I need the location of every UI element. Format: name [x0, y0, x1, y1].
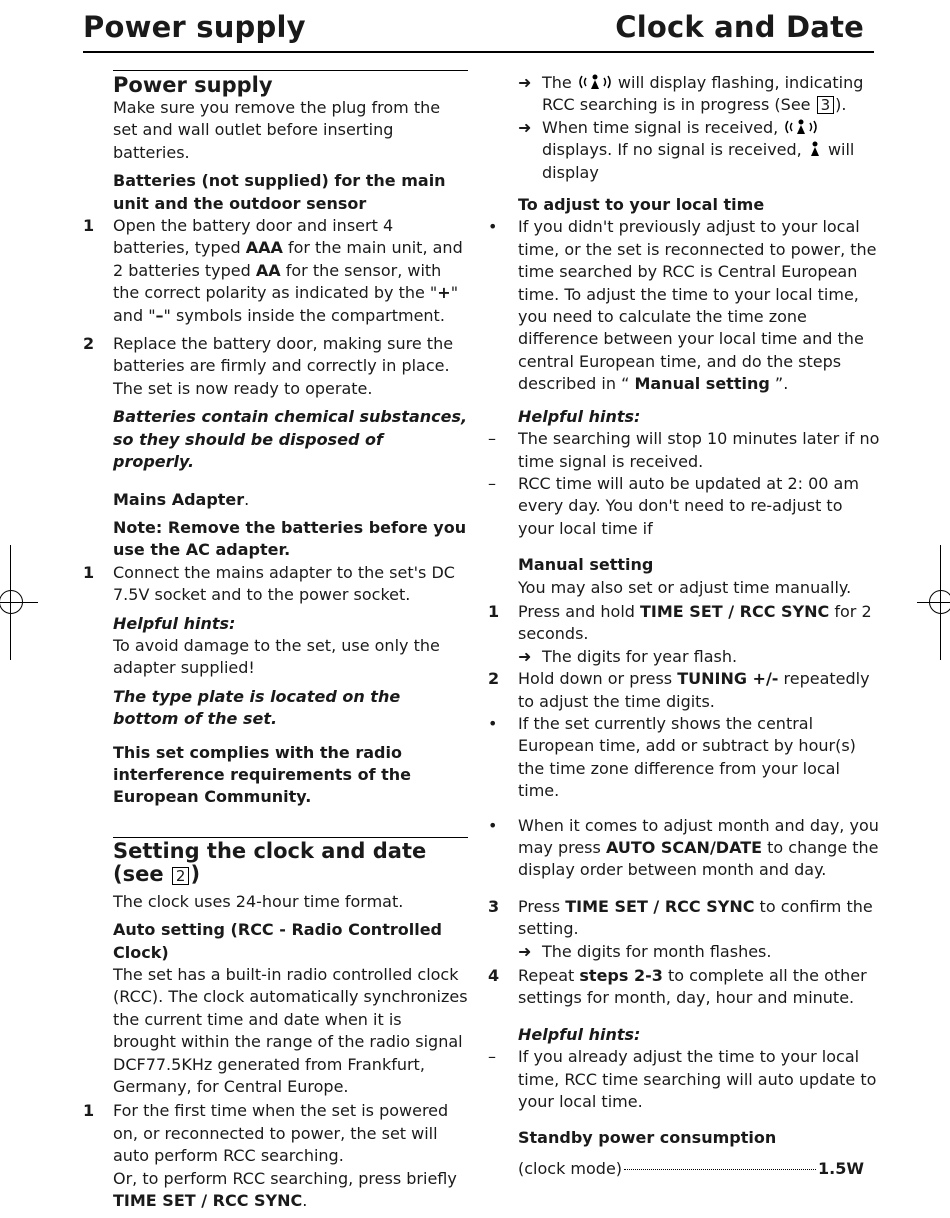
helpful-hints-label: Helpful hints:	[518, 1024, 641, 1044]
adjust-text: ”.	[769, 374, 789, 394]
helpful-hints-text: To avoid damage to the set, use only the adapter supplied!	[113, 635, 440, 678]
step-text: Open the battery door and insert 4 batteries, typed	[113, 216, 394, 258]
batteries-heading: Batteries (not supplied) for the main unit and the outdoor sensor	[113, 171, 446, 213]
battery-step-1	[83, 215, 468, 327]
step-number: 3	[488, 896, 500, 916]
step-number: 1	[488, 601, 500, 621]
crop-mark-right	[915, 545, 950, 660]
step-text: For the first time when the set is powered on, or reconnected to power, the set will auto perform RCC searching.	[113, 1101, 449, 1166]
flash-text: ).	[835, 95, 847, 115]
step-text: .	[302, 1191, 308, 1211]
standby-label: (clock mode)	[518, 1158, 623, 1178]
step-text: Repeat	[518, 966, 580, 986]
crop-mark-left	[0, 545, 40, 660]
figure-reference-box: 3	[817, 96, 835, 114]
right-column	[488, 72, 880, 1180]
battery-type-aaa: AAA	[245, 238, 283, 258]
step-text: " and "	[113, 283, 459, 325]
title-text: )	[190, 861, 201, 886]
flash-text: will display flashing, indicating RCC searching is in progress (See	[542, 73, 864, 115]
button-name-tuning: TUNING +/-	[677, 669, 779, 689]
mains-step-1	[83, 562, 468, 607]
auto-setting-heading: Auto setting (RCC - Radio Controlled Clock)	[113, 920, 442, 962]
compliance-note: This set complies with the radio interference requirements of the European Community.	[113, 742, 411, 807]
hint-item	[488, 428, 880, 473]
received-text: displays. If no signal is received,	[542, 140, 807, 160]
step-text: Connect the mains adapter to the set's DC 7.5V socket and to the power socket.	[113, 562, 455, 605]
step-text: to complete all the other settings for month, day, hour and minute.	[518, 966, 867, 1008]
title-text: (see	[113, 861, 171, 886]
step-text: Press and hold	[518, 601, 640, 621]
helpful-hints-label: Helpful hints:	[518, 406, 641, 426]
manual-step-1	[488, 601, 880, 668]
rcc-signal-icon	[577, 73, 613, 91]
bullet-icon: •	[488, 815, 498, 835]
auto-step-1	[83, 1100, 468, 1212]
manual-step-2	[488, 668, 880, 713]
adjust-heading: To adjust to your local time	[518, 195, 765, 215]
arrow-icon: ➜	[518, 117, 532, 137]
step-text: repeatedly to adjust the time digits.	[518, 669, 870, 711]
left-column	[83, 70, 468, 1212]
flash-arrow-line	[518, 72, 880, 117]
button-name-auto-scan: AUTO SCAN/DATE	[605, 838, 763, 857]
section-title-clock-line-2	[113, 863, 468, 886]
result-text: The digits for year flash.	[542, 646, 738, 666]
dash-icon: –	[488, 1047, 496, 1067]
step-number: 2	[83, 334, 95, 354]
step-text: for the sensor, with the correct polarity as indicated by the "	[113, 260, 442, 303]
note-line-1: Note: Remove the batteries before you	[113, 517, 467, 537]
bullet-item	[488, 815, 880, 882]
manual-step-3	[488, 896, 880, 963]
step-text: Replace the battery door, making sure the batteries are firmly and correctly in place. The set is now ready to operate.	[113, 334, 454, 398]
section-title-clock-line-1: Setting the clock and date	[113, 838, 427, 863]
step-number: 1	[83, 562, 95, 582]
standby-heading: Standby power consumption	[518, 1128, 777, 1148]
bullet-text: to change the display order between month and day.	[518, 838, 879, 880]
note-line-2: use the AC adapter.	[113, 540, 291, 560]
bullet-icon: •	[488, 217, 498, 237]
hint-text: The searching will stop 10 minutes later if no time signal is received.	[518, 429, 880, 471]
steps-reference: steps 2-3	[579, 966, 663, 986]
step-number: 1	[83, 1101, 95, 1121]
step-number: 1	[83, 216, 95, 236]
header-left-title: Power supply	[83, 10, 306, 44]
arrow-icon: ➜	[518, 941, 532, 961]
header-rule	[83, 51, 874, 53]
section-title-power-supply: Power supply	[113, 73, 273, 97]
mains-heading	[113, 489, 468, 511]
manual-step-4	[488, 965, 880, 1010]
hint-item	[488, 473, 880, 540]
type-plate-note: The type plate is located on the bottom of the set.	[113, 686, 401, 729]
dot-leader	[624, 1169, 816, 1170]
manual-setting-intro: You may also set or adjust time manually.	[518, 577, 852, 597]
battery-warning: Batteries contain chemical substances, so they should be disposed of properly.	[113, 407, 468, 472]
clock-format: The clock uses 24-hour time format.	[113, 891, 404, 911]
manual-setting-reference: Manual setting	[634, 374, 770, 394]
step-text: for 2 seconds.	[518, 601, 872, 644]
step-number: 2	[488, 669, 500, 689]
bullet-text: When it comes to adjust month and day, you may press	[518, 815, 879, 857]
section-rule-clock	[113, 837, 468, 838]
result-text: The digits for month flashes.	[542, 941, 772, 961]
section-rule-power	[113, 70, 468, 71]
rcc-signal-icon	[783, 118, 819, 136]
hint-item	[488, 1046, 880, 1113]
step-text: Or, to perform RCC searching, press briefly	[113, 1168, 457, 1188]
arrow-icon: ➜	[518, 73, 532, 92]
battery-type-aa: AA	[255, 260, 281, 280]
step-text: Hold down or press	[518, 669, 678, 689]
standby-spec-row	[518, 1158, 864, 1180]
flash-text: The	[542, 73, 577, 92]
bullet-icon: •	[488, 713, 498, 733]
bullet-item	[488, 713, 880, 803]
auto-setting-text: The set has a built-in radio controlled clock (RCC). The clock automatically synchronizes the current time and date when it is brought within the range of the radio signal DCF77.5KHz generated from Frankfurt, Germany, for Central Europe.	[113, 965, 468, 1097]
bullet-text: If the set currently shows the central European time, add or subtract by hour(s) the time zone difference from your local time.	[518, 713, 856, 801]
battery-step-2	[83, 333, 468, 400]
hint-text: If you already adjust the time to your local time, RCC time searching will auto update to your local time.	[518, 1047, 877, 1112]
step-text: Press	[518, 896, 566, 916]
button-name-time-set: TIME SET / RCC SYNC	[640, 601, 830, 621]
received-text: will display	[542, 140, 855, 182]
minus-symbol: –	[155, 305, 164, 325]
header-right-title: Clock and Date	[615, 10, 864, 44]
button-name-time-set: TIME SET / RCC SYNC	[113, 1191, 303, 1211]
received-arrow-line	[518, 117, 880, 184]
arrow-icon: ➜	[518, 646, 532, 666]
dash-icon: –	[488, 473, 496, 493]
helpful-hints-label: Helpful hints:	[113, 613, 236, 633]
step-result	[518, 941, 880, 963]
button-name-time-set: TIME SET / RCC SYNC	[565, 896, 755, 916]
dash-icon: –	[488, 429, 496, 449]
step-text: to confirm the setting.	[518, 896, 873, 939]
adjust-bullet	[488, 216, 880, 395]
step-result	[518, 646, 880, 668]
adjust-text: If you didn't previously adjust to your local time, or the set is reconnected to power, the time searched by RCC is Central European time. To adjust the time to your local time, you need to calculate the time zone difference between your local time and the central European time, and do the steps described in “	[518, 217, 877, 394]
standby-value: 1.5W	[818, 1158, 864, 1178]
manual-setting-heading: Manual setting	[518, 555, 654, 575]
power-intro: Make sure you remove the plug from the set and wall outlet before inserting batteries.	[113, 98, 441, 162]
figure-reference-box: 2	[172, 867, 190, 885]
mains-heading-text: Mains Adapter	[113, 489, 245, 509]
tower-icon	[807, 140, 823, 158]
hint-text: RCC time will auto be updated at 2: 00 am every day. You don't need to re-adjust to your local time if	[518, 473, 859, 538]
plus-symbol: +	[437, 283, 451, 303]
step-number: 4	[488, 966, 500, 986]
mains-heading-dot: .	[244, 489, 250, 509]
step-text: " symbols inside the compartment.	[163, 305, 445, 325]
received-text: When time signal is received,	[542, 117, 784, 137]
step-text: for the main unit, and 2 batteries typed	[113, 238, 463, 280]
